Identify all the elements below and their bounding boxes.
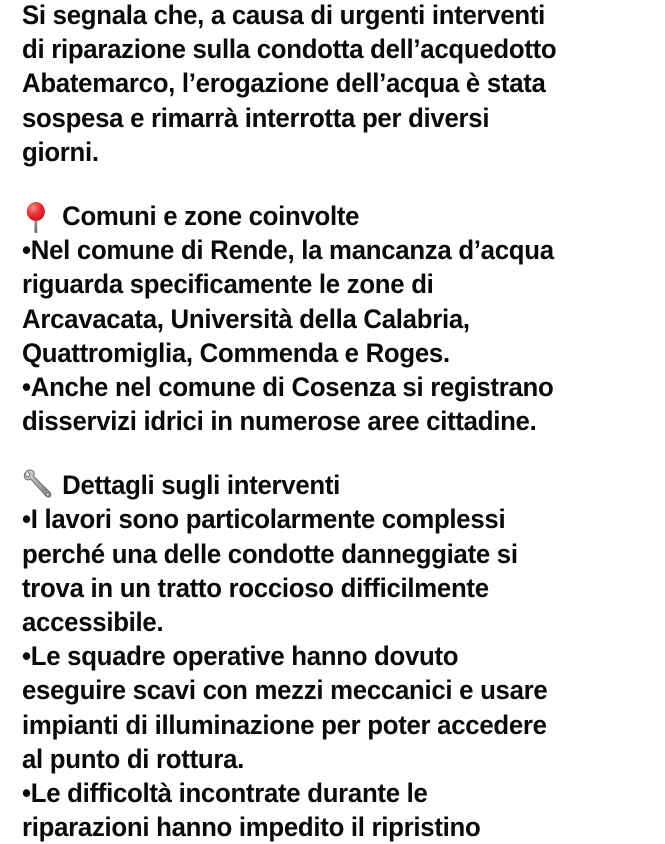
spacer [22, 438, 633, 468]
section-title: Comuni e zone coinvolte [62, 200, 360, 231]
text-line: •Anche nel comune di Cosenza si registrano [22, 371, 554, 402]
spacer [22, 169, 633, 199]
round-pushpin-icon [22, 200, 51, 232]
text-line: di riparazione sulla condotta dell’acquedotto [22, 34, 557, 65]
section-heading [22, 199, 633, 233]
text-line: perché una delle condotte danneggiate si [22, 538, 518, 569]
text-line: Si segnala che, a causa di urgenti interventi [22, 0, 546, 30]
section-title: Dettagli sugli interventi [62, 470, 341, 501]
text-line: disservizi idrici in numerose aree cittadine. [22, 406, 537, 437]
text-line: •Nel comune di Rende, la mancanza d’acqua [22, 235, 554, 266]
text-line: eseguire scavi con mezzi meccanici e usare [22, 675, 548, 706]
message-body [22, 0, 633, 844]
text-line: •Le squadre operative hanno dovuto [22, 641, 459, 672]
text-line: •I lavori sono particolarmente complessi [22, 504, 506, 535]
wrench-icon [22, 469, 51, 501]
text-line: sospesa e rimarrà interrotta per diversi [22, 102, 490, 133]
intro-paragraph [22, 0, 633, 169]
text-line: Arcavacata, Università della Calabria, [22, 303, 470, 334]
text-line: riparazioni hanno impedito il ripristino [22, 812, 481, 843]
text-line: accessibile. [22, 607, 164, 637]
text-line: Quattromiglia, Commenda e Roges. [22, 337, 450, 368]
section-affected-areas [22, 199, 633, 438]
text-line: giorni. [22, 136, 99, 167]
text-line: trova in un tratto roccioso difficilmente [22, 572, 489, 603]
text-line: Abatemarco, l’erogazione dell’acqua è stata [22, 68, 546, 99]
text-line: impianti di illuminazione per poter accedere [22, 709, 547, 740]
text-line: al punto di rottura. [22, 743, 245, 774]
text-line: •Le difficoltà incontrate durante le [22, 777, 428, 808]
section-heading [22, 468, 633, 502]
section-work-details [22, 468, 633, 844]
text-line: riguarda specificamente le zone di [22, 269, 434, 300]
